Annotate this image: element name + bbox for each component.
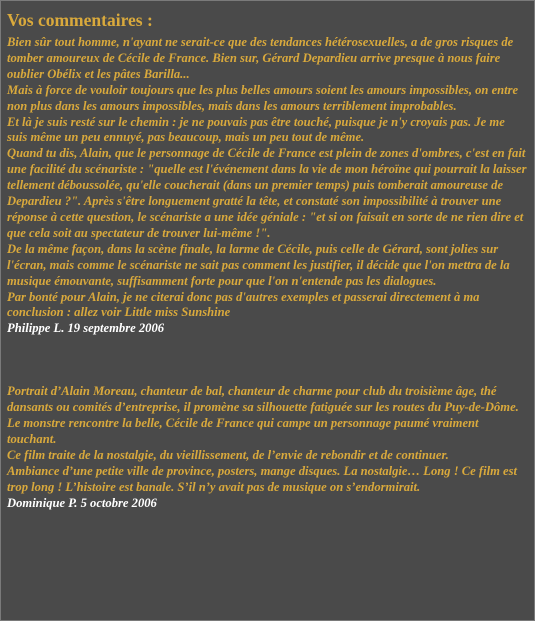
comment-paragraph: Portrait d’Alain Moreau, chanteur de bal, chanteur de charme pour club du troisième âge, thé dansants ou comités d’entreprise, il promène sa silhouette fatiguée sur les routes du Puy-de-Dôme. Le monstre rencontre la belle, Cécile de France qui campe un personnage paumé vraiment touchant.: [7, 384, 519, 446]
comment-paragraph: Et là je suis resté sur le chemin : je ne pouvais pas être touché, puisque je n'y croyais pas. Je me suis même un peu ennuyé, pas beaucoup, mais un peu tout de même.: [7, 114, 505, 145]
comment-separator: [7, 337, 527, 384]
comment-signature: Dominique P. 5 octobre 2006: [7, 495, 157, 510]
section-title: Vos commentaires :: [7, 10, 153, 30]
comment-paragraph: Bien sûr tout homme, n'ayant ne serait-ce que des tendances hétérosexuelles, a de gros risques de tomber amoureux de Cécile de France. Bien sur, Gérard Depardieu arrive presque à nous faire oublier Obélix et les pâtes Barilla...: [7, 35, 514, 81]
comment-2: [7, 384, 527, 511]
comment-1: [7, 35, 527, 337]
comment-paragraph: De la même façon, dans la scène finale, la larme de Cécile, puis celle de Gérard, sont jolies sur l'écran, mais comme le scénariste ne sait pas comment les justifier, il décide que l'on mettra de la musique émouvante, suffisamment forte pour que l'on n'entende pas les dialogues.: [7, 241, 510, 288]
comment-paragraph: Quand tu dis, Alain, que le personnage de Cécile de France est plein de zones d'ombres, c'est en fait une facilité du scénariste : "quelle est l'événement dans la vie de mon héroïne qui pourrait la laisser tellement déboussolée, qu'elle coucherait (dans un premier temps) puis tomberait amoureuse de Depardieu ?". Après s'être longuement gratté la tête, et constaté son impossibilité à trouver une réponse à cette question, le scénariste a une idée géniale : "et si on faisait en sorte de ne rien dire et que cela soit au spectateur de trouver lui-même !".: [7, 146, 527, 240]
comment-paragraph: Ambiance d’une petite ville de province, posters, mange disques. La nostalgie… Long ! Ce film est trop long ! L’histoire est banale. S’il n’y avait pas de musique on s’endormirait.: [7, 463, 518, 494]
comment-paragraph: Ce film traite de la nostalgie, du vieillissement, de l’envie de rebondir et de continuer.: [7, 447, 449, 462]
comment-paragraph: Par bonté pour Alain, je ne citerai donc pas d'autres exemples et passerai directement à ma conclusion : allez voir Little miss Sunshine: [7, 289, 480, 320]
comment-paragraph: Mais à force de vouloir toujours que les plus belles amours soient les amours impossibles, on entre non plus dans les amours impossibles, mais dans les amours terriblement improbables.: [7, 82, 519, 113]
comment-signature: Philippe L. 19 septembre 2006: [7, 321, 165, 336]
